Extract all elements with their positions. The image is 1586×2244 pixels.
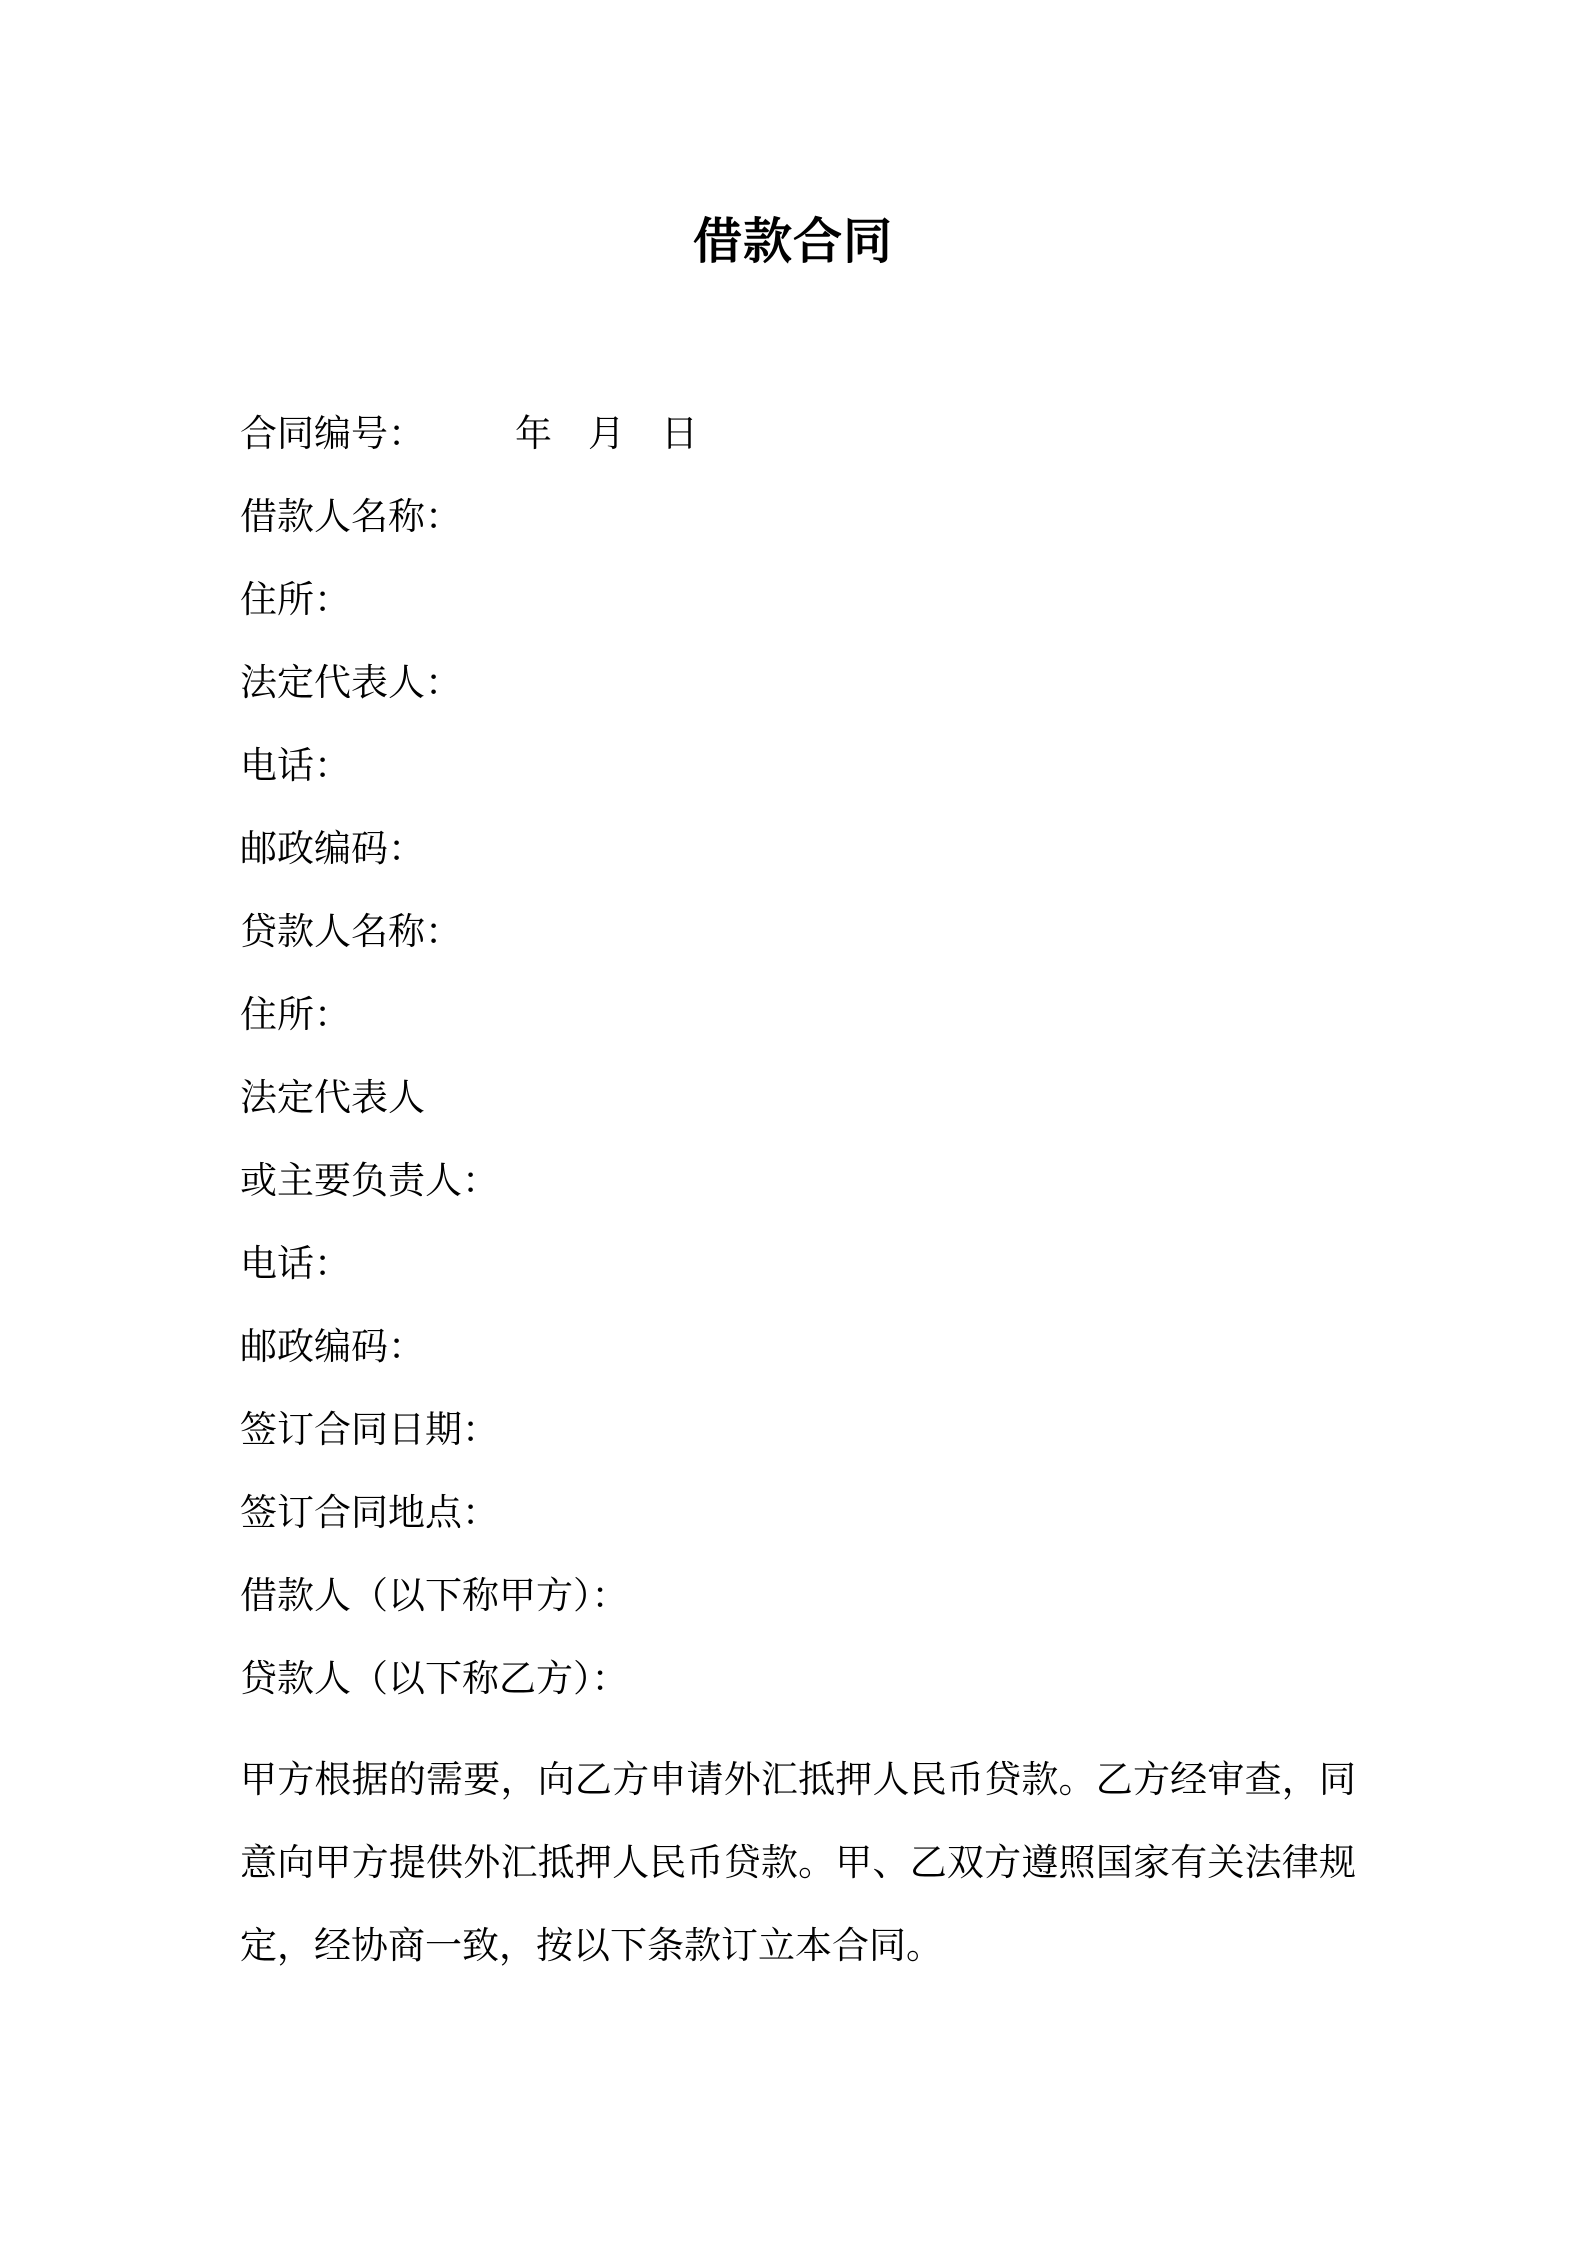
contract-header-fields bbox=[240, 406, 1370, 1734]
borrower-legal-representative-field: 法定代表人： bbox=[240, 661, 462, 704]
contract-number-line bbox=[240, 406, 1370, 489]
date-year-label: 年 bbox=[515, 412, 552, 455]
signing-place-field: 签订合同地点： bbox=[240, 1491, 499, 1534]
borrower-address-field: 住所： bbox=[240, 578, 351, 621]
date-month-label: 月 bbox=[588, 412, 625, 455]
contract-number-label: 合同编号： bbox=[240, 412, 425, 455]
borrower-postal-code-field: 邮政编码： bbox=[240, 827, 425, 870]
lender-legal-representative-field: 法定代表人 bbox=[240, 1076, 425, 1119]
date-day-label: 日 bbox=[661, 412, 698, 455]
lender-name-field: 贷款人名称： bbox=[240, 910, 462, 953]
party-a-field: 借款人（以下称甲方）： bbox=[240, 1574, 629, 1617]
signing-date-field: 签订合同日期： bbox=[240, 1408, 499, 1451]
borrower-name-field: 借款人名称： bbox=[240, 495, 462, 538]
lender-postal-code-field: 邮政编码： bbox=[240, 1325, 425, 1368]
borrower-phone-field: 电话： bbox=[240, 744, 351, 787]
lender-phone-field: 电话： bbox=[240, 1242, 351, 1285]
document-title: 借款合同 bbox=[692, 213, 893, 270]
lender-principal-field: 或主要负责人： bbox=[240, 1159, 499, 1202]
contract-intro-paragraph: 甲方根据的需要，向乙方申请外汇抵押人民币贷款。乙方经审查，同意向甲方提供外汇抵押人民币贷款。甲、乙双方遵照国家有关法律规定，经协商一致，按以下条款订立本合同。 bbox=[240, 1758, 1356, 1967]
party-b-field: 贷款人（以下称乙方）： bbox=[240, 1657, 629, 1700]
lender-address-field: 住所： bbox=[240, 993, 351, 1036]
